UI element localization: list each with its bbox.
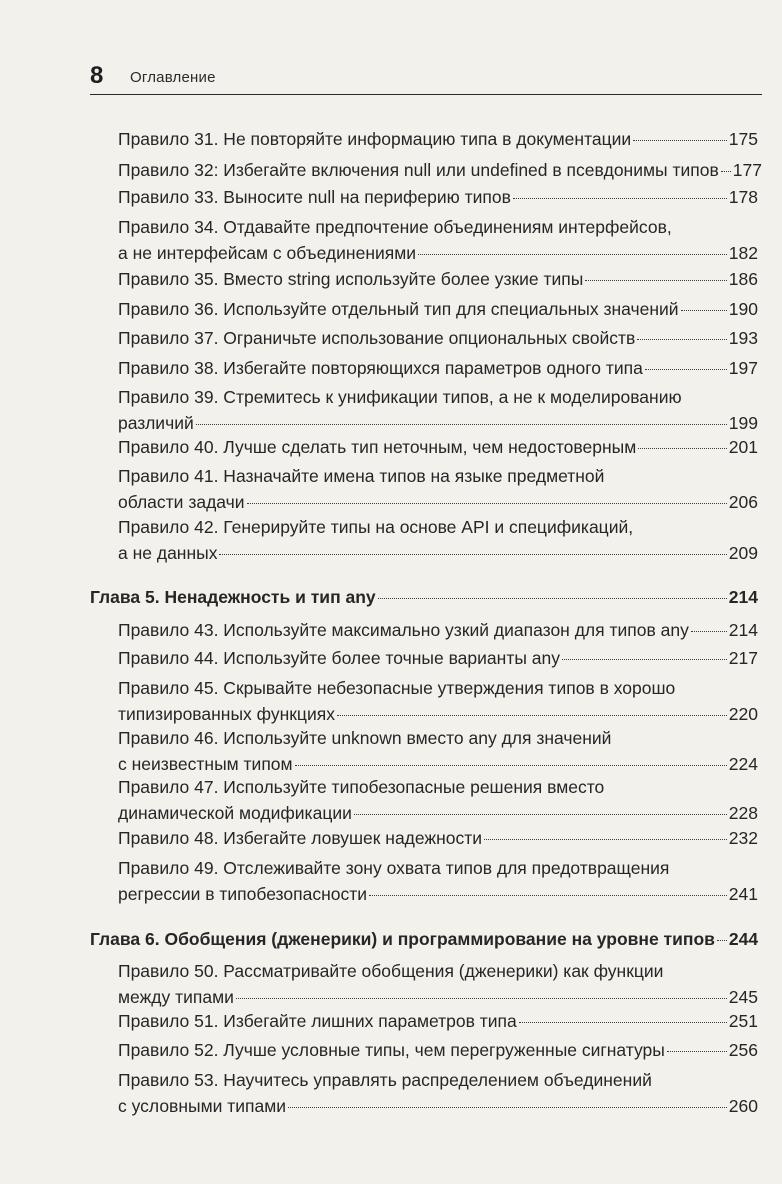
toc-entry: [118, 825, 758, 851]
dot-leader: [369, 895, 727, 896]
toc-page-number: 214: [728, 620, 758, 640]
toc-entry-title-line1: Правило 53. Научитесь управлять распределением объединений: [118, 1070, 652, 1090]
toc-entry: [118, 214, 758, 266]
dot-leader: [633, 140, 727, 141]
toc-entry-title: Правило 38. Избегайте повторяющихся параметров одного типа: [118, 358, 643, 378]
toc-page-number: 217: [728, 648, 758, 668]
toc-page-number: 206: [728, 492, 758, 512]
toc-page-number: 260: [728, 1096, 758, 1116]
dot-leader: [645, 369, 727, 370]
dot-leader: [337, 715, 727, 716]
toc-page-number: 232: [728, 828, 758, 848]
toc-entry: [118, 157, 762, 183]
toc-entry: [118, 617, 758, 643]
toc-chapter-entry: [90, 584, 758, 610]
dot-leader: [484, 839, 727, 840]
toc-entry: [118, 355, 758, 381]
toc-chapter-title: Глава 6. Обобщения (дженерики) и программирование на уровне типов: [90, 929, 715, 949]
toc-entry-title: Правило 44. Используйте более точные варианты any: [118, 648, 560, 668]
toc-page-number: 201: [728, 437, 758, 457]
toc-entry: [118, 434, 758, 460]
toc-entry: [118, 675, 758, 727]
dot-leader: [196, 424, 727, 425]
toc-entry: [118, 184, 758, 210]
toc-page-number: 209: [728, 543, 758, 563]
toc-page-number: 256: [728, 1040, 758, 1060]
dot-leader: [637, 339, 726, 340]
toc-entry-title: Правило 33. Выносите null на периферию типов: [118, 187, 511, 207]
dot-leader: [513, 198, 727, 199]
toc-entry: [118, 463, 758, 515]
toc-entry: [118, 645, 758, 671]
toc-entry: [118, 384, 758, 436]
toc-entry: [118, 1008, 758, 1034]
toc-page-number: 224: [728, 754, 758, 774]
toc-entry-title-line2: с неизвестным типом: [118, 754, 293, 774]
toc-entry: [118, 126, 758, 152]
toc-entry-title: Правило 48. Избегайте ловушек надежности: [118, 828, 483, 848]
toc-chapter-entry: [90, 926, 758, 952]
toc-page-number: 190: [728, 299, 758, 319]
toc-entry-title-line1: Правило 47. Используйте типобезопасные решения вместо: [118, 777, 605, 797]
dot-leader: [681, 310, 727, 311]
dot-leader: [585, 280, 726, 281]
toc-page-number: 245: [728, 987, 758, 1007]
toc-entry: [118, 725, 758, 777]
toc-chapter-title: Глава 5. Ненадежность и тип any: [90, 587, 376, 607]
toc-entry-title: Правило 43. Используйте максимально узкий диапазон для типов any: [118, 620, 689, 640]
toc-page-number: 193: [728, 328, 758, 348]
toc-page-number: 199: [728, 413, 758, 433]
page-header: [90, 60, 762, 95]
toc-entry: [118, 325, 758, 351]
toc-entry-title-line1: Правило 45. Скрывайте небезопасные утверждения типов в хорошо: [118, 678, 676, 698]
dot-leader: [667, 1051, 727, 1052]
dot-leader: [519, 1022, 727, 1023]
toc-entry-title: Правило 31. Не повторяйте информацию типа в документации: [118, 129, 632, 149]
toc-entry-title-line2: области задачи: [118, 492, 245, 512]
toc-entry-title-line2: а не интерфейсам с объединениями: [118, 243, 417, 263]
toc-entry-title: Правило 51. Избегайте лишних параметров типа: [118, 1011, 517, 1031]
toc-page-number: 244: [728, 929, 759, 949]
toc-page-number: 228: [728, 803, 758, 823]
toc-entry: [118, 296, 758, 322]
toc-entry-title-line2: регрессии в типобезопасности: [118, 884, 368, 904]
dot-leader: [418, 254, 727, 255]
toc-entry-title-line2: между типами: [118, 987, 234, 1007]
toc-entry-title-line1: Правило 39. Стремитесь к унификации типов, а не к моделированию: [118, 387, 682, 407]
page-number: 8: [90, 62, 104, 89]
toc-entry-title-line1: Правило 34. Отдавайте предпочтение объединениям интерфейсов,: [118, 217, 672, 237]
toc-entry-title-line1: Правило 42. Генерируйте типы на основе API и спецификаций,: [118, 517, 634, 537]
dot-leader: [236, 998, 727, 999]
toc-entry-title-line1: Правило 49. Отслеживайте зону охвата типов для предотвращения: [118, 858, 670, 878]
toc-entry-title-line2: динамической модификации: [118, 803, 352, 823]
dot-leader: [219, 554, 726, 555]
toc-page-number: 186: [728, 269, 758, 289]
toc-entry: [118, 958, 758, 1010]
toc-page-number: 175: [728, 129, 758, 149]
dot-leader: [288, 1107, 727, 1108]
toc-entry-title: Правило 40. Лучше сделать тип неточным, чем недостоверным: [118, 437, 637, 457]
toc-page-number: 182: [728, 243, 758, 263]
toc-page-number: 177: [732, 160, 762, 180]
toc-entry: [118, 266, 758, 292]
toc-entry-title-line2: с условными типами: [118, 1096, 287, 1116]
toc-entry-title-line2: типизированных функциях: [118, 704, 335, 724]
toc-entry-title-line1: Правило 41. Назначайте имена типов на языке предметной: [118, 466, 605, 486]
toc-entry: [118, 1067, 758, 1119]
toc-page-number: 251: [728, 1011, 758, 1031]
toc-entry-title: Правило 37. Ограничьте использование опциональных свойств: [118, 328, 636, 348]
toc-entry-title-line2: различий: [118, 413, 194, 433]
running-head-title: Оглавление: [130, 69, 216, 86]
dot-leader: [638, 448, 727, 449]
toc-entry: [118, 514, 758, 566]
toc-page-number: 197: [728, 358, 758, 378]
dot-leader: [721, 171, 731, 172]
dot-leader: [295, 765, 727, 766]
dot-leader: [354, 814, 727, 815]
toc-entry-title-line1: Правило 50. Рассматривайте обобщения (дженерики) как функции: [118, 961, 664, 981]
toc-entry-title: Правило 32: Избегайте включения null или undefined в псевдонимы типов: [118, 160, 719, 180]
dot-leader: [247, 503, 727, 504]
dot-leader: [691, 631, 727, 632]
toc-entry-title-line1: Правило 46. Используйте unknown вместо any для значений: [118, 728, 612, 748]
toc-entry-title: Правило 52. Лучше условные типы, чем перегруженные сигнатуры: [118, 1040, 665, 1060]
dot-leader: [717, 940, 727, 941]
toc-entry-title: Правило 35. Вместо string используйте более узкие типы: [118, 269, 584, 289]
dot-leader: [562, 659, 727, 660]
toc-entry-title: Правило 36. Используйте отдельный тип для специальных значений: [118, 299, 679, 319]
toc-page-number: 178: [728, 187, 758, 207]
toc-entry: [118, 774, 758, 826]
dot-leader: [378, 598, 727, 599]
toc-entry: [118, 1037, 758, 1063]
toc-entry-title-line2: а не данных: [118, 543, 218, 563]
toc-entry: [118, 855, 758, 907]
toc-page-number: 220: [728, 704, 758, 724]
toc-page-number: 214: [728, 587, 758, 607]
toc-page-number: 241: [728, 884, 758, 904]
